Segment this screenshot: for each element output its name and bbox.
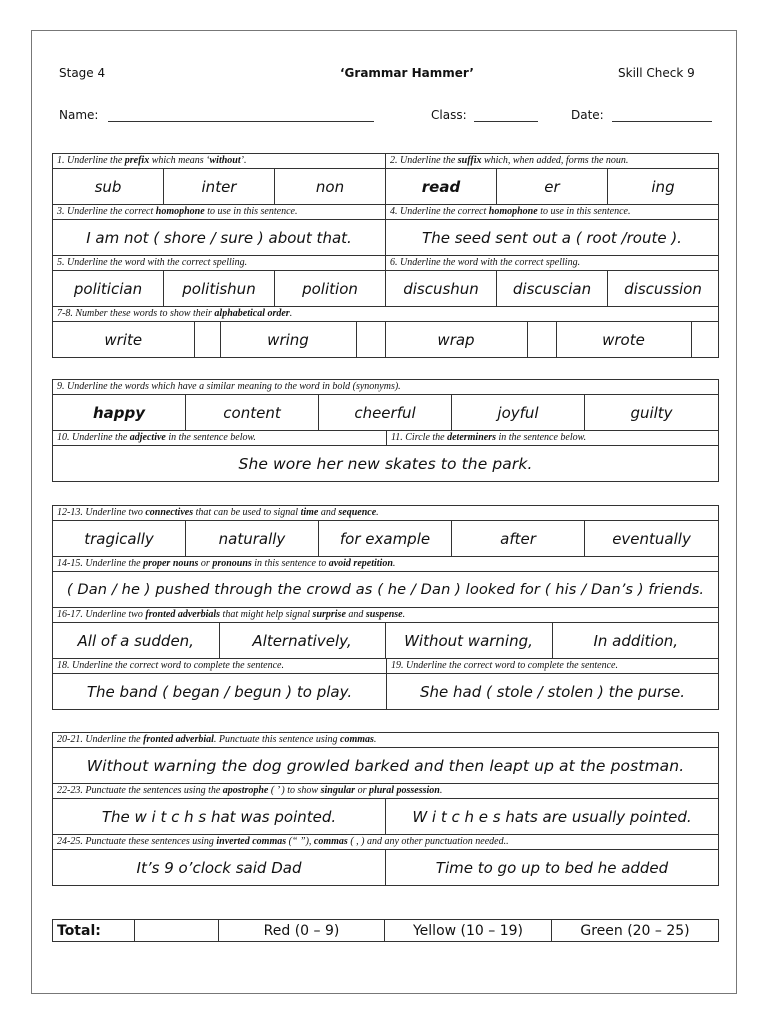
q1-option[interactable]: sub xyxy=(53,169,164,205)
q16-row xyxy=(53,623,719,659)
q7-number-box[interactable] xyxy=(356,322,385,357)
name-label: Name: xyxy=(59,108,99,122)
class-field[interactable] xyxy=(431,108,538,122)
q11-instruction: 11. Circle the determiners in the sentence below. xyxy=(387,431,719,445)
band-red: Red (0 – 9) xyxy=(219,920,385,942)
q6-option[interactable]: discuscian xyxy=(497,271,608,307)
class-label: Class: xyxy=(431,108,467,122)
q12-option[interactable]: after xyxy=(452,521,585,557)
q22-sentence-singular[interactable]: The w i t c h s hat was pointed. xyxy=(53,799,386,835)
q22-sentence-plural[interactable]: W i t c h e s hats are usually pointed. xyxy=(386,799,719,835)
q1-option[interactable]: inter xyxy=(164,169,275,205)
q12-option[interactable]: for example xyxy=(319,521,452,557)
total-score-box[interactable] xyxy=(135,920,219,942)
q1-option[interactable]: non xyxy=(275,169,386,205)
name-field[interactable] xyxy=(59,108,374,122)
q2-root-word: read xyxy=(386,169,497,205)
q18-q19-rows xyxy=(53,659,719,710)
q5-option[interactable]: politician xyxy=(53,271,164,307)
band-yellow: Yellow (10 – 19) xyxy=(385,920,552,942)
section-3 xyxy=(52,505,719,710)
q16-option[interactable]: Without warning, xyxy=(385,623,552,658)
section-2 xyxy=(52,379,719,482)
q18-instruction: 18. Underline the correct word to complete the sentence. xyxy=(53,659,387,674)
section-1 xyxy=(52,153,719,358)
q9-option[interactable]: content xyxy=(186,395,319,431)
q22-instruction: 22-23. Punctuate the sentences using the apostrophe ( ’ ) to show singular or plural possession. xyxy=(53,784,719,799)
q20-instruction: 20-21. Underline the fronted adverbial. Punctuate this sentence using commas. xyxy=(53,733,719,748)
q2-option[interactable]: er xyxy=(497,169,608,205)
q12-option[interactable]: eventually xyxy=(585,521,719,557)
q4-instruction: 4. Underline the correct homophone to use in this sentence. xyxy=(386,205,719,220)
q18-sentence[interactable]: The band ( began / begun ) to play. xyxy=(53,674,387,710)
q3-sentence[interactable]: I am not ( shore / sure ) about that. xyxy=(53,220,386,256)
q10-q11-row xyxy=(53,431,719,446)
q5-option[interactable]: polition xyxy=(275,271,386,307)
q7-instruction: 7-8. Number these words to show their alphabetical order. xyxy=(53,307,719,322)
q12-instruction: 12-13. Underline two connectives that can be used to signal time and sequence. xyxy=(53,506,719,521)
class-blank[interactable] xyxy=(474,109,538,122)
q24-sentence-2[interactable]: Time to go up to bed he added xyxy=(386,850,719,886)
q3-instruction: 3. Underline the correct homophone to use in this sentence. xyxy=(53,205,386,220)
q19-instruction: 19. Underline the correct word to complete the sentence. xyxy=(387,659,719,674)
q9-option[interactable]: guilty xyxy=(585,395,719,431)
date-label: Date: xyxy=(571,108,604,122)
q10-sentence[interactable]: She wore her new skates to the park. xyxy=(53,446,719,482)
section-4 xyxy=(52,732,719,886)
q20-sentence[interactable]: Without warning the dog growled barked and then leapt up at the postman. xyxy=(53,748,719,784)
q7-word: wrote xyxy=(556,322,691,357)
q9-bold-word: happy xyxy=(53,395,186,431)
q6-option[interactable]: discussion xyxy=(608,271,719,307)
q14-sentence[interactable]: ( Dan / he ) pushed through the crowd as ( he / Dan ) looked for ( his / Dan’s ) friends. xyxy=(53,572,719,608)
q2-option[interactable]: ing xyxy=(608,169,719,205)
q2-instruction: 2. Underline the suffix which, when added, forms the noun. xyxy=(386,154,719,169)
q7-number-box[interactable] xyxy=(527,322,556,357)
stage-label: Stage 4 xyxy=(59,66,106,80)
q16-option[interactable]: All of a sudden, xyxy=(53,623,219,658)
q6-instruction: 6. Underline the word with the correct spelling. xyxy=(386,256,719,271)
date-blank[interactable] xyxy=(612,109,712,122)
band-green: Green (20 – 25) xyxy=(552,920,719,942)
q16-option[interactable]: In addition, xyxy=(552,623,719,658)
q7-number-box[interactable] xyxy=(194,322,220,357)
q14-instruction: 14-15. Underline the proper nouns or pronouns in this sentence to avoid repetition. xyxy=(53,557,719,572)
q24-sentence-1[interactable]: It’s 9 o’clock said Dad xyxy=(53,850,386,886)
q19-sentence[interactable]: She had ( stole / stolen ) the purse. xyxy=(387,674,719,710)
q9-instruction: 9. Underline the words which have a similar meaning to the word in bold (synonyms). xyxy=(53,380,719,395)
q7-word: write xyxy=(53,322,194,357)
worksheet-title: ‘Grammar Hammer’ xyxy=(340,66,474,80)
total-label: Total: xyxy=(53,920,135,942)
q4-sentence[interactable]: The seed sent out a ( root /route ). xyxy=(386,220,719,256)
q12-option[interactable]: tragically xyxy=(53,521,186,557)
q6-option[interactable]: discushun xyxy=(386,271,497,307)
q24-instruction: 24-25. Punctuate these sentences using inverted commas (“ ”), commas ( , ) and any other punctuation needed.. xyxy=(53,835,719,850)
total-table xyxy=(52,919,719,942)
q16-option[interactable]: Alternatively, xyxy=(219,623,385,658)
q10-instruction: 10. Underline the adjective in the sentence below. xyxy=(53,431,387,445)
q1-instruction: 1. Underline the prefix which means ‘without’. xyxy=(53,154,386,169)
q5-instruction: 5. Underline the word with the correct spelling. xyxy=(53,256,386,271)
q7-word: wring xyxy=(220,322,356,357)
q9-option[interactable]: joyful xyxy=(452,395,585,431)
date-field[interactable] xyxy=(571,108,712,122)
q9-option[interactable]: cheerful xyxy=(319,395,452,431)
q7-word: wrap xyxy=(385,322,527,357)
q16-instruction: 16-17. Underline two fronted adverbials that might help signal surprise and suspense. xyxy=(53,608,719,623)
skill-check-label: Skill Check 9 xyxy=(618,66,695,80)
q7-number-box[interactable] xyxy=(691,322,719,357)
q12-option[interactable]: naturally xyxy=(186,521,319,557)
name-blank[interactable] xyxy=(108,109,374,122)
q7-row xyxy=(53,322,719,358)
q5-option[interactable]: politishun xyxy=(164,271,275,307)
